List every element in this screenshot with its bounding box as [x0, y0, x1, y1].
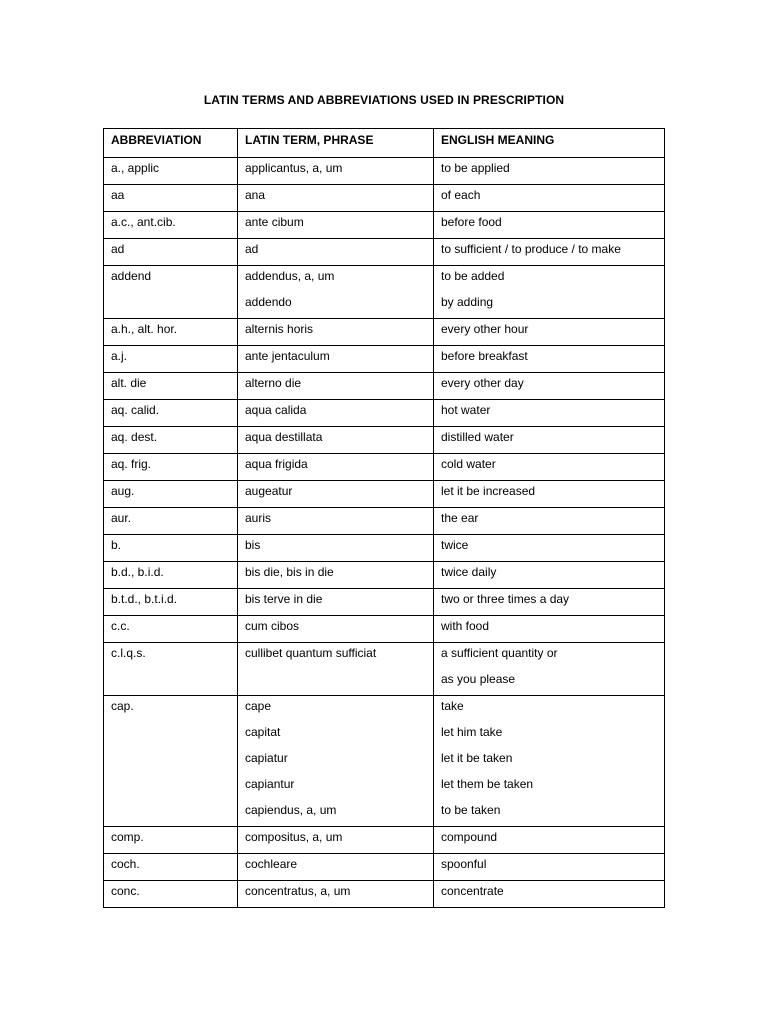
cell-text: auris — [245, 511, 272, 525]
latin-term-cell — [238, 373, 434, 400]
abbreviation-cell — [104, 185, 238, 212]
table-row — [104, 696, 665, 827]
latin-term-cell — [238, 400, 434, 427]
latin-term-cell — [238, 239, 434, 266]
latin-term-cell — [238, 346, 434, 373]
column-header-latin-term: LATIN TERM, PHRASE — [238, 129, 434, 158]
cell-text: addendo — [245, 295, 292, 309]
cell-text: with food — [441, 619, 490, 633]
cell-text: compound — [441, 830, 498, 844]
cell-text: a.j. — [111, 349, 128, 363]
english-meaning-cell — [434, 508, 665, 535]
cell-text: twice daily — [441, 565, 497, 579]
english-meaning-cell — [434, 535, 665, 562]
cell-text: a.c., ant.cib. — [111, 215, 176, 229]
cell-text: hot water — [441, 403, 491, 417]
table-row — [104, 266, 665, 319]
cell-text: conc. — [111, 884, 140, 898]
cell-text: addend — [111, 269, 152, 283]
english-meaning-cell — [434, 481, 665, 508]
abbreviation-cell — [104, 481, 238, 508]
cell-text: a sufficient quantity or — [441, 646, 558, 660]
cell-text: comp. — [111, 830, 144, 844]
cell-text: bis — [245, 538, 261, 552]
cell-text: before food — [441, 215, 502, 229]
english-meaning-cell — [434, 346, 665, 373]
latin-term-cell — [238, 212, 434, 239]
cell-text: bis terve in die — [245, 592, 323, 606]
english-meaning-cell — [434, 616, 665, 643]
abbreviation-cell — [104, 266, 238, 319]
abbreviation-cell — [104, 373, 238, 400]
latin-term-cell — [238, 535, 434, 562]
cell-text: aq. frig. — [111, 457, 152, 471]
table-row — [104, 400, 665, 427]
latin-term-cell — [238, 454, 434, 481]
english-meaning-cell — [434, 266, 665, 319]
cell-text: ante jentaculum — [245, 349, 330, 363]
english-meaning-cell — [434, 319, 665, 346]
english-meaning-cell — [434, 589, 665, 616]
cell-text: concentrate — [441, 884, 504, 898]
cell-text: capitat — [245, 725, 281, 739]
cell-text: to be applied — [441, 161, 510, 175]
cell-text: let it be taken — [441, 751, 513, 765]
abbreviation-cell — [104, 616, 238, 643]
document-title: LATIN TERMS AND ABBREVIATIONS USED IN PRESCRIPTION — [203, 93, 565, 107]
cell-text: alternis horis — [245, 322, 314, 336]
cell-text: let him take — [441, 725, 503, 739]
cell-text: every other day — [441, 376, 524, 390]
abbreviation-cell — [104, 239, 238, 266]
abbreviation-cell — [104, 854, 238, 881]
english-meaning-cell — [434, 427, 665, 454]
cell-text: cold water — [441, 457, 496, 471]
table-row — [104, 481, 665, 508]
abbreviation-cell — [104, 881, 238, 908]
cell-text: take — [441, 699, 464, 713]
english-meaning-cell — [434, 454, 665, 481]
cell-text: ante cibum — [245, 215, 304, 229]
column-header-english-meaning: ENGLISH MEANING — [434, 129, 665, 158]
cell-text: two or three times a day — [441, 592, 570, 606]
cell-text: of each — [441, 188, 481, 202]
latin-term-cell — [238, 319, 434, 346]
cell-text: capiatur — [245, 751, 288, 765]
english-meaning-cell — [434, 212, 665, 239]
cell-text: to sufficient / to produce / to make — [441, 242, 621, 256]
table-body — [104, 158, 665, 908]
abbreviation-cell — [104, 696, 238, 827]
latin-term-cell — [238, 481, 434, 508]
abbreviation-cell — [104, 346, 238, 373]
cell-text: aur. — [111, 511, 132, 525]
abbreviation-cell — [104, 319, 238, 346]
latin-term-cell — [238, 562, 434, 589]
latin-term-cell — [238, 185, 434, 212]
cell-text: ad — [111, 242, 125, 256]
cell-text: b. — [111, 538, 122, 552]
english-meaning-cell — [434, 400, 665, 427]
table-row — [104, 239, 665, 266]
cell-text: ana — [245, 188, 266, 202]
cell-text: let them be taken — [441, 777, 534, 791]
latin-term-cell — [238, 827, 434, 854]
column-header-abbreviation: ABBREVIATION — [104, 129, 238, 158]
cell-text: c.c. — [111, 619, 130, 633]
table-row — [104, 427, 665, 454]
cell-text: cap. — [111, 699, 134, 713]
cell-text: cochleare — [245, 857, 298, 871]
abbreviation-cell — [104, 508, 238, 535]
table-row — [104, 158, 665, 185]
latin-term-cell — [238, 881, 434, 908]
cell-text: every other hour — [441, 322, 529, 336]
table-row — [104, 827, 665, 854]
cell-text: augeatur — [245, 484, 293, 498]
english-meaning-cell — [434, 185, 665, 212]
abbreviation-cell — [104, 400, 238, 427]
table-row — [104, 212, 665, 239]
cell-text: as you please — [441, 672, 516, 686]
cell-text: a., applic — [111, 161, 160, 175]
cell-text: ad — [245, 242, 259, 256]
cell-text: a.h., alt. hor. — [111, 322, 178, 336]
table-row — [104, 373, 665, 400]
cell-text: before breakfast — [441, 349, 528, 363]
table-row — [104, 454, 665, 481]
cell-text: to be added — [441, 269, 505, 283]
latin-term-cell — [238, 854, 434, 881]
cell-text: bis die, bis in die — [245, 565, 334, 579]
table-row — [104, 562, 665, 589]
english-meaning-cell — [434, 827, 665, 854]
table-row — [104, 881, 665, 908]
cell-text: aqua frigida — [245, 457, 308, 471]
abbreviation-cell — [104, 212, 238, 239]
table-row — [104, 346, 665, 373]
table-row — [104, 319, 665, 346]
cell-text: distilled water — [441, 430, 514, 444]
cell-text: twice — [441, 538, 469, 552]
english-meaning-cell — [434, 562, 665, 589]
english-meaning-cell — [434, 643, 665, 696]
cell-text: alterno die — [245, 376, 302, 390]
table-header-row — [104, 129, 665, 158]
cell-text: spoonful — [441, 857, 487, 871]
table-row — [104, 589, 665, 616]
latin-term-cell — [238, 616, 434, 643]
abbreviation-cell — [104, 643, 238, 696]
latin-term-cell — [238, 696, 434, 827]
cell-text: aqua calida — [245, 403, 307, 417]
cell-text: b.t.d., b.t.i.d. — [111, 592, 178, 606]
english-meaning-cell — [434, 373, 665, 400]
table-row — [104, 643, 665, 696]
latin-term-cell — [238, 427, 434, 454]
abbreviation-cell — [104, 535, 238, 562]
cell-text: aqua destillata — [245, 430, 323, 444]
cell-text: b.d., b.i.d. — [111, 565, 164, 579]
cell-text: capiendus, a, um — [245, 803, 337, 817]
cell-text: by adding — [441, 295, 494, 309]
english-meaning-cell — [434, 239, 665, 266]
english-meaning-cell — [434, 158, 665, 185]
abbreviation-cell — [104, 454, 238, 481]
table-row — [104, 185, 665, 212]
cell-text: aa — [111, 188, 125, 202]
latin-term-cell — [238, 266, 434, 319]
cell-text: compositus, a, um — [245, 830, 343, 844]
table-row — [104, 535, 665, 562]
cell-text: aq. dest. — [111, 430, 158, 444]
cell-text: concentratus, a, um — [245, 884, 351, 898]
table-row — [104, 854, 665, 881]
cell-text: let it be increased — [441, 484, 536, 498]
cell-text: capiantur — [245, 777, 295, 791]
cell-text: addendus, a, um — [245, 269, 335, 283]
cell-text: alt. die — [111, 376, 147, 390]
latin-term-cell — [238, 643, 434, 696]
abbreviation-cell — [104, 158, 238, 185]
abbreviation-cell — [104, 589, 238, 616]
table-row — [104, 616, 665, 643]
abbreviations-table — [103, 128, 665, 908]
cell-text: c.l.q.s. — [111, 646, 146, 660]
latin-term-cell — [238, 158, 434, 185]
english-meaning-cell — [434, 696, 665, 827]
cell-text: aug. — [111, 484, 135, 498]
latin-term-cell — [238, 508, 434, 535]
table-row — [104, 508, 665, 535]
cell-text: aq. calid. — [111, 403, 160, 417]
cell-text: applicantus, a, um — [245, 161, 343, 175]
cell-text: to be taken — [441, 803, 501, 817]
latin-term-cell — [238, 589, 434, 616]
cell-text: cape — [245, 699, 272, 713]
english-meaning-cell — [434, 881, 665, 908]
abbreviation-cell — [104, 427, 238, 454]
abbreviation-cell — [104, 827, 238, 854]
cell-text: the ear — [441, 511, 479, 525]
cell-text: cullibet quantum sufficiat — [245, 646, 377, 660]
english-meaning-cell — [434, 854, 665, 881]
cell-text: cum cibos — [245, 619, 300, 633]
cell-text: coch. — [111, 857, 140, 871]
abbreviation-cell — [104, 562, 238, 589]
